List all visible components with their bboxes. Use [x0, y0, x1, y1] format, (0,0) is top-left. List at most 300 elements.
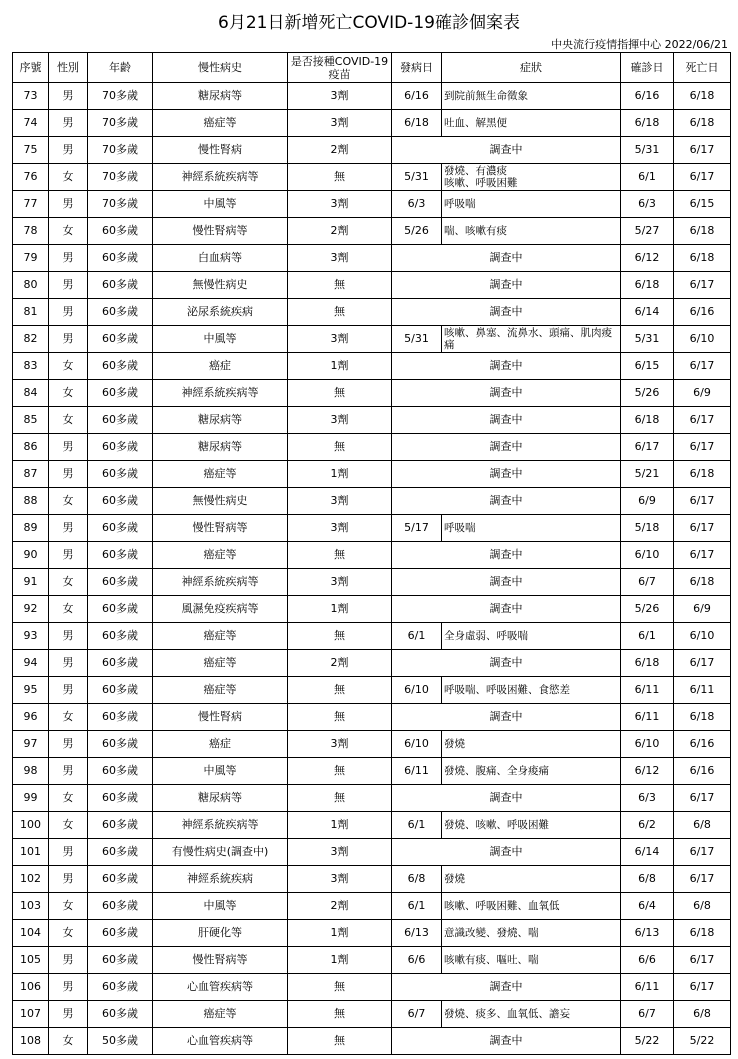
chronic-disease-cell: 癌症等 [153, 461, 288, 488]
case-no-cell: 95 [13, 677, 49, 704]
chronic-disease-cell: 慢性腎病 [153, 704, 288, 731]
chronic-disease-cell: 癌症等 [153, 110, 288, 137]
table-row [13, 569, 731, 596]
table-row [13, 461, 731, 488]
age-cell: 60多歲 [88, 704, 153, 731]
confirmed-date-cell: 6/1 [621, 623, 674, 650]
symptoms-cell: 調查中 [392, 299, 621, 326]
table-row [13, 326, 731, 353]
death-date-cell: 6/18 [674, 110, 731, 137]
age-cell: 60多歲 [88, 272, 153, 299]
case-no-cell: 86 [13, 434, 49, 461]
chronic-disease-cell: 肝硬化等 [153, 920, 288, 947]
sex-cell: 女 [49, 1028, 88, 1055]
vaccine-doses-cell: 無 [288, 758, 392, 785]
death-date-cell: 6/10 [674, 326, 731, 353]
table-row [13, 866, 731, 893]
sex-cell: 男 [49, 839, 88, 866]
confirmed-date-cell: 5/27 [621, 218, 674, 245]
symptoms-cell: 喘、咳嗽有痰 [442, 218, 621, 245]
sex-cell: 男 [49, 731, 88, 758]
death-date-cell: 6/17 [674, 407, 731, 434]
confirmed-date-cell: 6/9 [621, 488, 674, 515]
death-date-cell: 6/17 [674, 272, 731, 299]
death-date-cell: 6/9 [674, 596, 731, 623]
symptoms-cell: 呼吸喘 [442, 191, 621, 218]
age-cell: 60多歲 [88, 866, 153, 893]
case-no-cell: 105 [13, 947, 49, 974]
death-date-cell: 6/17 [674, 434, 731, 461]
vaccine-doses-cell: 3劑 [288, 731, 392, 758]
vaccine-doses-cell: 3劑 [288, 407, 392, 434]
sex-cell: 女 [49, 164, 88, 191]
symptoms-cell: 調查中 [392, 704, 621, 731]
chronic-disease-cell: 白血病等 [153, 245, 288, 272]
vaccine-doses-cell: 無 [288, 434, 392, 461]
table-row [13, 596, 731, 623]
vaccine-doses-cell: 無 [288, 623, 392, 650]
onset-date-cell: 5/17 [392, 515, 442, 542]
chronic-disease-cell: 癌症等 [153, 623, 288, 650]
chronic-disease-cell: 無慢性病史 [153, 272, 288, 299]
col-header-death: 死亡日 [674, 53, 731, 83]
death-date-cell: 6/8 [674, 893, 731, 920]
symptoms-cell: 調查中 [392, 488, 621, 515]
case-no-cell: 73 [13, 83, 49, 110]
confirmed-date-cell: 5/31 [621, 326, 674, 353]
age-cell: 60多歲 [88, 245, 153, 272]
age-cell: 60多歲 [88, 893, 153, 920]
death-date-cell: 6/18 [674, 920, 731, 947]
table-row [13, 623, 731, 650]
sex-cell: 男 [49, 326, 88, 353]
case-no-cell: 78 [13, 218, 49, 245]
sex-cell: 男 [49, 542, 88, 569]
sex-cell: 女 [49, 596, 88, 623]
symptoms-cell: 咳嗽、呼吸困難、血氧低 [442, 893, 621, 920]
symptoms-cell: 調查中 [392, 137, 621, 164]
vaccine-doses-cell: 無 [288, 704, 392, 731]
age-cell: 60多歲 [88, 515, 153, 542]
page-title: 6月21日新增死亡COVID-19確診個案表 [218, 13, 520, 33]
death-date-cell: 6/18 [674, 218, 731, 245]
death-date-cell: 6/18 [674, 461, 731, 488]
confirmed-date-cell: 6/10 [621, 731, 674, 758]
death-date-cell: 6/16 [674, 758, 731, 785]
chronic-disease-cell: 慢性腎病等 [153, 947, 288, 974]
case-no-cell: 94 [13, 650, 49, 677]
chronic-disease-cell: 神經系統疾病等 [153, 164, 288, 191]
case-no-cell: 97 [13, 731, 49, 758]
confirmed-date-cell: 5/21 [621, 461, 674, 488]
table-row [13, 812, 731, 839]
table-row [13, 731, 731, 758]
age-cell: 60多歲 [88, 569, 153, 596]
death-date-cell: 6/17 [674, 785, 731, 812]
case-no-cell: 106 [13, 974, 49, 1001]
death-date-cell: 6/17 [674, 974, 731, 1001]
symptoms-cell: 呼吸喘 [442, 515, 621, 542]
confirmed-date-cell: 6/1 [621, 164, 674, 191]
table-row [13, 245, 731, 272]
case-no-cell: 85 [13, 407, 49, 434]
chronic-disease-cell: 糖尿病等 [153, 83, 288, 110]
onset-date-cell: 6/7 [392, 1001, 442, 1028]
table-row [13, 110, 731, 137]
vaccine-doses-cell: 1劑 [288, 947, 392, 974]
symptoms-cell: 發燒 [442, 866, 621, 893]
vaccine-doses-cell: 3劑 [288, 569, 392, 596]
vaccine-doses-cell: 3劑 [288, 839, 392, 866]
chronic-disease-cell: 心血管疾病等 [153, 974, 288, 1001]
confirmed-date-cell: 5/31 [621, 137, 674, 164]
symptoms-cell: 調查中 [392, 245, 621, 272]
table-row [13, 677, 731, 704]
age-cell: 60多歲 [88, 947, 153, 974]
case-no-cell: 96 [13, 704, 49, 731]
confirmed-date-cell: 6/6 [621, 947, 674, 974]
age-cell: 60多歲 [88, 677, 153, 704]
sex-cell: 男 [49, 461, 88, 488]
death-date-cell: 6/16 [674, 731, 731, 758]
vaccine-doses-cell: 3劑 [288, 488, 392, 515]
death-date-cell: 6/17 [674, 542, 731, 569]
symptoms-cell: 呼吸喘、呼吸困難、食慾差 [442, 677, 621, 704]
symptoms-cell: 調查中 [392, 353, 621, 380]
sex-cell: 男 [49, 434, 88, 461]
age-cell: 60多歲 [88, 434, 153, 461]
confirmed-date-cell: 6/17 [621, 434, 674, 461]
table-row [13, 542, 731, 569]
death-date-cell: 6/17 [674, 650, 731, 677]
case-no-cell: 79 [13, 245, 49, 272]
case-no-cell: 91 [13, 569, 49, 596]
confirmed-date-cell: 6/12 [621, 245, 674, 272]
death-date-cell: 6/18 [674, 569, 731, 596]
vaccine-doses-cell: 1劑 [288, 353, 392, 380]
confirmed-date-cell: 6/7 [621, 569, 674, 596]
sex-cell: 男 [49, 947, 88, 974]
table-row [13, 488, 731, 515]
symptoms-cell: 發燒、有濃痰 咳嗽、呼吸困難 [442, 164, 621, 191]
symptoms-cell: 發燒、咳嗽、呼吸困難 [442, 812, 621, 839]
sex-cell: 男 [49, 272, 88, 299]
sex-cell: 女 [49, 380, 88, 407]
vaccine-doses-cell: 3劑 [288, 110, 392, 137]
confirmed-date-cell: 6/4 [621, 893, 674, 920]
case-no-cell: 103 [13, 893, 49, 920]
table-row [13, 407, 731, 434]
death-date-cell: 6/17 [674, 947, 731, 974]
chronic-disease-cell: 風濕免疫疾病等 [153, 596, 288, 623]
sex-cell: 男 [49, 974, 88, 1001]
case-no-cell: 84 [13, 380, 49, 407]
confirmed-date-cell: 6/16 [621, 83, 674, 110]
vaccine-doses-cell: 無 [288, 299, 392, 326]
vaccine-doses-cell: 3劑 [288, 515, 392, 542]
case-no-cell: 108 [13, 1028, 49, 1055]
death-date-cell: 6/17 [674, 164, 731, 191]
case-no-cell: 74 [13, 110, 49, 137]
chronic-disease-cell: 中風等 [153, 893, 288, 920]
case-no-cell: 87 [13, 461, 49, 488]
age-cell: 60多歲 [88, 758, 153, 785]
death-date-cell: 6/18 [674, 245, 731, 272]
confirmed-date-cell: 5/22 [621, 1028, 674, 1055]
sex-cell: 男 [49, 515, 88, 542]
age-cell: 60多歲 [88, 299, 153, 326]
case-no-cell: 88 [13, 488, 49, 515]
vaccine-doses-cell: 無 [288, 164, 392, 191]
death-date-cell: 6/17 [674, 137, 731, 164]
col-header-sex: 性別 [49, 53, 88, 83]
confirmed-date-cell: 6/10 [621, 542, 674, 569]
chronic-disease-cell: 神經系統疾病等 [153, 812, 288, 839]
onset-date-cell: 5/31 [392, 326, 442, 353]
onset-date-cell: 6/16 [392, 83, 442, 110]
sex-cell: 男 [49, 623, 88, 650]
age-cell: 60多歲 [88, 650, 153, 677]
symptoms-cell: 發燒 [442, 731, 621, 758]
vaccine-doses-cell: 1劑 [288, 461, 392, 488]
case-no-cell: 93 [13, 623, 49, 650]
sex-cell: 女 [49, 812, 88, 839]
chronic-disease-cell: 神經系統疾病 [153, 866, 288, 893]
age-cell: 60多歲 [88, 623, 153, 650]
col-header-no: 序號 [13, 53, 49, 83]
age-cell: 70多歲 [88, 83, 153, 110]
case-no-cell: 77 [13, 191, 49, 218]
death-date-cell: 6/17 [674, 839, 731, 866]
onset-date-cell: 5/31 [392, 164, 442, 191]
symptoms-cell: 調查中 [392, 785, 621, 812]
death-case-table [12, 52, 731, 1055]
symptoms-cell: 全身虛弱、呼吸喘 [442, 623, 621, 650]
col-header-vaccine: 是否接種COVID-19疫苗 [288, 53, 392, 83]
case-no-cell: 99 [13, 785, 49, 812]
onset-date-cell: 6/11 [392, 758, 442, 785]
confirmed-date-cell: 5/18 [621, 515, 674, 542]
symptoms-cell: 調查中 [392, 650, 621, 677]
vaccine-doses-cell: 2劑 [288, 218, 392, 245]
onset-date-cell: 6/1 [392, 893, 442, 920]
confirmed-date-cell: 6/11 [621, 974, 674, 1001]
col-header-confirmed: 確診日 [621, 53, 674, 83]
death-date-cell: 6/18 [674, 704, 731, 731]
chronic-disease-cell: 中風等 [153, 326, 288, 353]
chronic-disease-cell: 中風等 [153, 758, 288, 785]
symptoms-cell: 發燒、痰多、血氧低、譫妄 [442, 1001, 621, 1028]
case-no-cell: 92 [13, 596, 49, 623]
sex-cell: 男 [49, 110, 88, 137]
symptoms-cell: 咳嗽、鼻塞、流鼻水、頭痛、肌肉痠痛 [442, 326, 621, 353]
age-cell: 60多歲 [88, 542, 153, 569]
vaccine-doses-cell: 2劑 [288, 137, 392, 164]
table-row [13, 974, 731, 1001]
table-row [13, 191, 731, 218]
issuer-and-date: 中央流行疫情指揮中心 2022/06/21 [551, 38, 728, 51]
case-no-cell: 82 [13, 326, 49, 353]
table-row [13, 758, 731, 785]
case-no-cell: 90 [13, 542, 49, 569]
sex-cell: 女 [49, 785, 88, 812]
table-row [13, 299, 731, 326]
confirmed-date-cell: 6/3 [621, 191, 674, 218]
vaccine-doses-cell: 無 [288, 272, 392, 299]
col-header-chronic: 慢性病史 [153, 53, 288, 83]
confirmed-date-cell: 6/11 [621, 677, 674, 704]
vaccine-doses-cell: 無 [288, 785, 392, 812]
vaccine-doses-cell: 3劑 [288, 326, 392, 353]
death-date-cell: 6/17 [674, 353, 731, 380]
symptoms-cell: 吐血、解黑便 [442, 110, 621, 137]
confirmed-date-cell: 6/14 [621, 839, 674, 866]
age-cell: 60多歲 [88, 380, 153, 407]
onset-date-cell: 6/10 [392, 677, 442, 704]
age-cell: 60多歲 [88, 407, 153, 434]
onset-date-cell: 6/10 [392, 731, 442, 758]
sex-cell: 男 [49, 191, 88, 218]
chronic-disease-cell: 癌症等 [153, 1001, 288, 1028]
confirmed-date-cell: 6/3 [621, 785, 674, 812]
table-row [13, 272, 731, 299]
table-row [13, 353, 731, 380]
table-row [13, 83, 731, 110]
symptoms-cell: 到院前無生命徵象 [442, 83, 621, 110]
table-row [13, 785, 731, 812]
case-no-cell: 75 [13, 137, 49, 164]
chronic-disease-cell: 糖尿病等 [153, 785, 288, 812]
onset-date-cell: 6/18 [392, 110, 442, 137]
confirmed-date-cell: 6/18 [621, 650, 674, 677]
age-cell: 50多歲 [88, 1028, 153, 1055]
confirmed-date-cell: 5/26 [621, 380, 674, 407]
death-date-cell: 6/9 [674, 380, 731, 407]
age-cell: 60多歲 [88, 1001, 153, 1028]
confirmed-date-cell: 5/26 [621, 596, 674, 623]
symptoms-cell: 發燒、腹痛、全身痠痛 [442, 758, 621, 785]
chronic-disease-cell: 慢性腎病 [153, 137, 288, 164]
onset-date-cell: 6/1 [392, 623, 442, 650]
age-cell: 70多歲 [88, 137, 153, 164]
chronic-disease-cell: 無慢性病史 [153, 488, 288, 515]
vaccine-doses-cell: 無 [288, 974, 392, 1001]
sex-cell: 男 [49, 677, 88, 704]
onset-date-cell: 6/3 [392, 191, 442, 218]
death-date-cell: 5/22 [674, 1028, 731, 1055]
age-cell: 60多歲 [88, 731, 153, 758]
age-cell: 60多歲 [88, 488, 153, 515]
table-row [13, 893, 731, 920]
onset-date-cell: 6/13 [392, 920, 442, 947]
vaccine-doses-cell: 無 [288, 1001, 392, 1028]
confirmed-date-cell: 6/18 [621, 407, 674, 434]
age-cell: 60多歲 [88, 218, 153, 245]
confirmed-date-cell: 6/2 [621, 812, 674, 839]
chronic-disease-cell: 神經系統疾病等 [153, 569, 288, 596]
table-row [13, 650, 731, 677]
chronic-disease-cell: 泌尿系統疾病 [153, 299, 288, 326]
sex-cell: 女 [49, 920, 88, 947]
chronic-disease-cell: 糖尿病等 [153, 407, 288, 434]
col-header-symptoms: 症狀 [442, 53, 621, 83]
onset-date-cell: 5/26 [392, 218, 442, 245]
sex-cell: 男 [49, 245, 88, 272]
vaccine-doses-cell: 1劑 [288, 596, 392, 623]
vaccine-doses-cell: 2劑 [288, 893, 392, 920]
symptoms-cell: 調查中 [392, 272, 621, 299]
sex-cell: 男 [49, 299, 88, 326]
table-row [13, 218, 731, 245]
col-header-onset: 發病日 [392, 53, 442, 83]
vaccine-doses-cell: 3劑 [288, 191, 392, 218]
age-cell: 60多歲 [88, 920, 153, 947]
confirmed-date-cell: 6/18 [621, 110, 674, 137]
table-row [13, 1028, 731, 1055]
confirmed-date-cell: 6/12 [621, 758, 674, 785]
table-row [13, 515, 731, 542]
death-date-cell: 6/8 [674, 812, 731, 839]
symptoms-cell: 調查中 [392, 380, 621, 407]
case-no-cell: 102 [13, 866, 49, 893]
symptoms-cell: 調查中 [392, 839, 621, 866]
chronic-disease-cell: 有慢性病史(調查中) [153, 839, 288, 866]
case-no-cell: 98 [13, 758, 49, 785]
age-cell: 60多歲 [88, 785, 153, 812]
vaccine-doses-cell: 1劑 [288, 812, 392, 839]
sex-cell: 女 [49, 488, 88, 515]
symptoms-cell: 調查中 [392, 407, 621, 434]
death-date-cell: 6/11 [674, 677, 731, 704]
vaccine-doses-cell: 無 [288, 677, 392, 704]
sex-cell: 男 [49, 650, 88, 677]
onset-date-cell: 6/8 [392, 866, 442, 893]
sex-cell: 男 [49, 83, 88, 110]
sex-cell: 女 [49, 218, 88, 245]
age-cell: 60多歲 [88, 812, 153, 839]
age-cell: 60多歲 [88, 353, 153, 380]
symptoms-cell: 咳嗽有痰、嘔吐、喘 [442, 947, 621, 974]
case-no-cell: 76 [13, 164, 49, 191]
case-no-cell: 89 [13, 515, 49, 542]
onset-date-cell: 6/6 [392, 947, 442, 974]
chronic-disease-cell: 癌症等 [153, 677, 288, 704]
death-date-cell: 6/8 [674, 1001, 731, 1028]
age-cell: 60多歲 [88, 974, 153, 1001]
case-no-cell: 80 [13, 272, 49, 299]
age-cell: 60多歲 [88, 326, 153, 353]
symptoms-cell: 調查中 [392, 569, 621, 596]
chronic-disease-cell: 慢性腎病等 [153, 218, 288, 245]
sex-cell: 女 [49, 569, 88, 596]
symptoms-cell: 意識改變、發燒、喘 [442, 920, 621, 947]
sex-cell: 男 [49, 758, 88, 785]
age-cell: 70多歲 [88, 164, 153, 191]
vaccine-doses-cell: 3劑 [288, 866, 392, 893]
death-date-cell: 6/17 [674, 488, 731, 515]
table-row [13, 137, 731, 164]
confirmed-date-cell: 6/18 [621, 272, 674, 299]
chronic-disease-cell: 神經系統疾病等 [153, 380, 288, 407]
vaccine-doses-cell: 3劑 [288, 83, 392, 110]
symptoms-cell: 調查中 [392, 974, 621, 1001]
chronic-disease-cell: 癌症 [153, 353, 288, 380]
death-date-cell: 6/16 [674, 299, 731, 326]
vaccine-doses-cell: 無 [288, 380, 392, 407]
age-cell: 70多歲 [88, 110, 153, 137]
age-cell: 60多歲 [88, 839, 153, 866]
chronic-disease-cell: 癌症等 [153, 542, 288, 569]
